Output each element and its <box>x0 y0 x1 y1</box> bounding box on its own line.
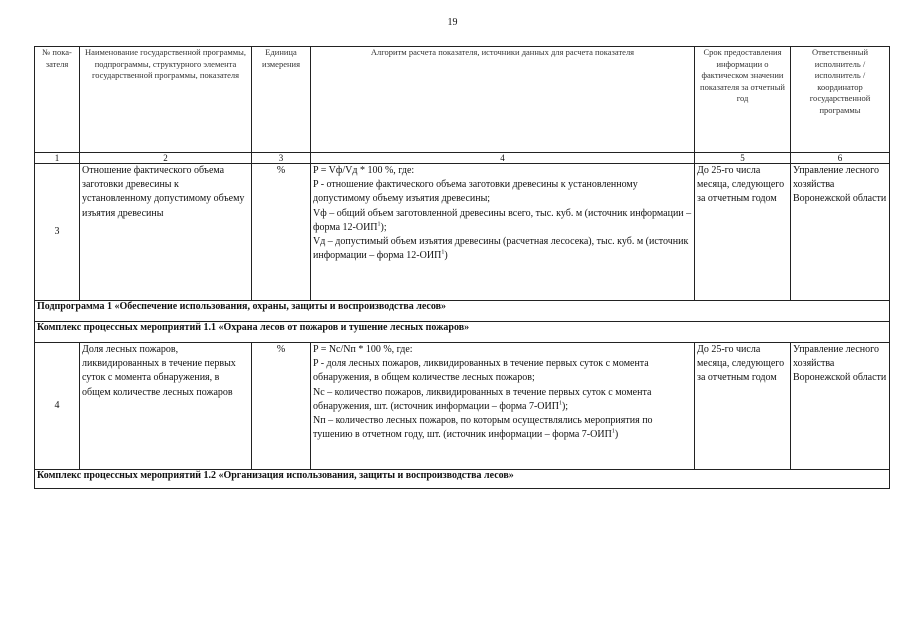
header-deadline: Срок предоставления информации о фактическом значении показателя за отчетный год <box>695 47 791 153</box>
complex-title: Комплекс процессных мероприятий 1.2 «Организация использования, защиты и воспроизводства лесов» <box>35 470 890 489</box>
header-name: Наименование государственной программы, подпрограммы, структурного элемента государственной программы, показателя <box>80 47 252 153</box>
definition-text: Nс – количество пожаров, ликвидированных в течение первых суток с момента обнаружения, шт. (источник информации – форма 7-ОИП$^1$); <box>313 386 652 412</box>
formula-text: P = Nc/Nп * 100 %, где: <box>313 344 413 355</box>
definition-text: Nп – количество лесных пожаров, по которым осуществлялись мероприятия по тушению в отчетном году, шт. (источник информации – форма 7-ОИП$^1$) <box>313 415 653 441</box>
definition-text: Vф – общий объем заготовленной древесины всего, тыс. куб. м (источник информации – форма 12-ОИП$^1$); <box>313 207 692 233</box>
deadline-cell: До 25-го числа месяца, следующего за отчетным годом <box>695 164 791 301</box>
column-number: 5 <box>695 153 791 164</box>
responsible-cell: Управление лесного хозяйства Воронежской области <box>791 164 890 301</box>
indicators-table <box>34 46 890 489</box>
unit-cell: % <box>252 343 311 470</box>
table-header-row <box>35 47 890 153</box>
column-number: 6 <box>791 153 890 164</box>
indicator-name: Доля лесных пожаров, ликвидированных в течение первых суток с момента обнаружения, в общем количестве лесных пожаров <box>80 343 252 470</box>
definition-text: Vд – допустимый объем изъятия древесины (расчетная лесосека), тыс. куб. м (источник информации – форма 12-ОИП$^1$) <box>313 236 689 262</box>
responsible-cell: Управление лесного хозяйства Воронежской области <box>791 343 890 470</box>
header-algorithm: Алгоритм расчета показателя, источники данных для расчета показателя <box>311 47 695 153</box>
unit-cell: % <box>252 164 311 301</box>
deadline-cell: До 25-го числа месяца, следующего за отчетным годом <box>695 343 791 470</box>
column-number: 2 <box>80 153 252 164</box>
header-unit: Единица измерения <box>252 47 311 153</box>
algorithm-cell <box>311 343 695 470</box>
definition-text: P - доля лесных пожаров, ликвидированных в течение первых суток с момента обнаружения, в общем количестве лесных пожаров; <box>313 358 649 384</box>
complex-title: Комплекс процессных мероприятий 1.1 «Охрана лесов от пожаров и тушение лесных пожаров» <box>35 322 890 343</box>
definition-text: P - отношение фактического объема заготовки древесины к установленному допустимому объему изъятия древесины; <box>313 179 638 205</box>
subprogram-title: Подпрограмма 1 «Обеспечение использования, охраны, защиты и воспроизводства лесов» <box>35 301 890 322</box>
complex-row <box>35 470 890 489</box>
column-number: 3 <box>252 153 311 164</box>
algorithm-cell <box>311 164 695 301</box>
header-indicator-number: № пока-зателя <box>35 47 80 153</box>
table-row <box>35 164 890 301</box>
complex-row <box>35 322 890 343</box>
table-row <box>35 343 890 470</box>
indicator-name: Отношение фактического объема заготовки древесины к установленному допустимому объему изъятия древесины <box>80 164 252 301</box>
column-numbers-row <box>35 153 890 164</box>
column-number: 1 <box>35 153 80 164</box>
row-number: 3 <box>35 164 80 301</box>
header-responsible: Ответственный исполнитель / исполнитель / координатор государственной программы <box>791 47 890 153</box>
column-number: 4 <box>311 153 695 164</box>
formula-text: P = Vф/Vд * 100 %, где: <box>313 165 415 176</box>
subprogram-row <box>35 301 890 322</box>
page-number: 19 <box>447 17 458 28</box>
row-number: 4 <box>35 343 80 470</box>
